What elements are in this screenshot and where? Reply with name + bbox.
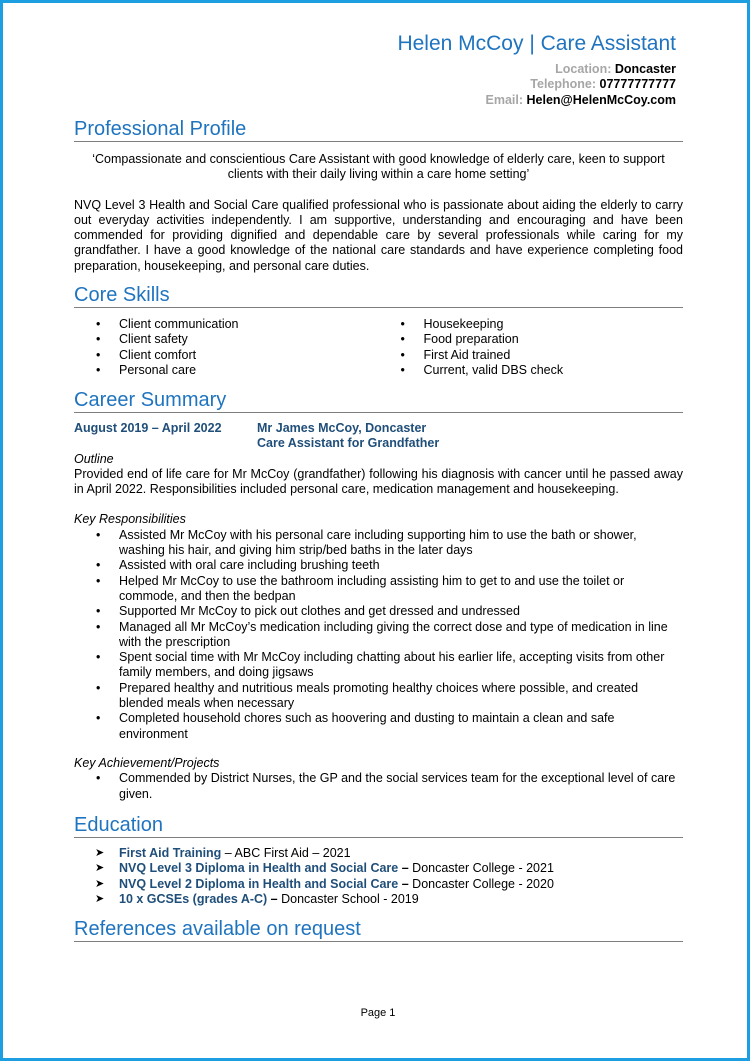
education-item: ➤ First Aid Training – ABC First Aid – 2021 <box>95 846 351 860</box>
location-line <box>397 62 676 77</box>
education-section <box>74 813 683 907</box>
arrow-bullet-icon: ➤ <box>95 862 105 875</box>
education-list <box>74 846 683 907</box>
location-label: Location: <box>555 62 612 76</box>
references-heading: References available on request <box>74 917 683 942</box>
profile-body: NVQ Level 3 Health and Social Care qualified professional who is passionate about aiding the elderly to carry out everyday activities independently. I am supportive, understanding and encouraging and have been commended for providing dignified and dependable care by several professionals while caring for my grandfather. I have a good knowledge of the national care standards and have experience completing food preparation, housekeeping, and personal care duties. <box>74 197 683 273</box>
job-dates: August 2019 – April 2022 <box>74 421 222 435</box>
job-role: Care Assistant for Grandfather <box>257 436 440 451</box>
skill-item: • Current, valid DBS check <box>424 363 684 378</box>
responsibilities-list <box>74 528 683 742</box>
arrow-bullet-icon: ➤ <box>95 877 105 890</box>
list-item: • Spent social time with Mr McCoy including chatting about his earlier life, accepting visits from other family members, and doing jigsaws <box>119 650 678 681</box>
education-item: ➤ NVQ Level 3 Diploma in Health and Social Care – Doncaster College - 2021 <box>95 861 554 876</box>
achievements-label: Key Achievement/Projects <box>74 755 220 770</box>
skill-item: • Personal care <box>119 363 379 378</box>
outline-label: Outline <box>74 451 114 466</box>
email-line <box>397 93 676 108</box>
profile-heading: Professional Profile <box>74 117 683 142</box>
references-section <box>74 917 683 942</box>
arrow-bullet-icon: ➤ <box>95 847 105 859</box>
skill-item: • Housekeeping <box>424 317 684 332</box>
cv-header <box>397 31 676 108</box>
skill-item: • Client safety <box>119 332 379 347</box>
job-employer: Mr James McCoy, Doncaster <box>257 421 427 435</box>
education-heading: Education <box>74 813 683 838</box>
location-value: Doncaster <box>614 62 676 76</box>
skills-heading: Core Skills <box>74 283 683 308</box>
profile-quote: ‘Compassionate and conscientious Care Assistant with good knowledge of elderly care, keen to support clients with their daily living within a care home setting’ <box>92 152 665 182</box>
list-item: • Helped Mr McCoy to use the bathroom including assisting him to get to and use the toilet or commode, and then the bedpan <box>119 574 678 605</box>
skill-item: • First Aid trained <box>424 348 684 363</box>
list-item: • Completed household chores such as hoovering and dusting to maintain a clean and safe environment <box>119 711 678 742</box>
skill-item: • Food preparation <box>424 332 684 347</box>
list-item: • Prepared healthy and nutritious meals promoting healthy choices where possible, and created blended meals when necessary <box>119 681 678 712</box>
profile-section <box>74 117 683 274</box>
list-item: • Assisted Mr McCoy with his personal care including supporting him to use the bath or shower, washing his hair, and giving him strip/bed baths in the later days <box>119 528 678 559</box>
list-item: • Supported Mr McCoy to pick out clothes and get dressed and undressed <box>119 604 678 619</box>
responsibilities-label: Key Responsibilities <box>74 512 186 527</box>
telephone-line <box>397 77 676 92</box>
arrow-bullet-icon: ➤ <box>95 892 105 905</box>
skill-item: • Client communication <box>119 317 379 332</box>
list-item: • Managed all Mr McCoy’s medication including giving the correct dose and type of medication in line with the prescription <box>119 620 678 651</box>
list-item: • Assisted with oral care including brushing teeth <box>119 558 678 573</box>
telephone-label: Telephone: <box>530 77 597 92</box>
list-item: • Commended by District Nurses, the GP and the social services team for the exceptional level of care given. <box>119 771 678 802</box>
skills-section <box>74 283 683 378</box>
email-label: Email: <box>485 92 524 107</box>
achievements-list <box>74 771 683 802</box>
skill-item: • Client comfort <box>119 348 379 363</box>
skills-columns <box>74 317 683 378</box>
email-value: Helen@HelenMcCoy.com <box>526 92 676 107</box>
name-title: Helen McCoy | Care Assistant <box>397 32 676 55</box>
education-item: ➤ NVQ Level 2 Diploma in Health and Social Care – Doncaster College - 2020 <box>95 876 554 891</box>
education-item: ➤ 10 x GCSEs (grades A-C) – Doncaster School - 2019 <box>95 891 419 906</box>
job-header <box>74 421 683 452</box>
page-number: Page 1 <box>360 1007 396 1019</box>
telephone-value: 07777777777 <box>599 77 676 92</box>
career-section <box>74 388 683 802</box>
skills-right-column <box>379 317 684 378</box>
career-heading: Career Summary <box>74 388 683 413</box>
outline-text: Provided end of life care for Mr McCoy (grandfather) following his diagnosis with cancer until he passed away in April 2022. Responsibilities included personal care, medication management and housekeeping. <box>74 466 683 497</box>
skills-left-column <box>74 317 379 378</box>
